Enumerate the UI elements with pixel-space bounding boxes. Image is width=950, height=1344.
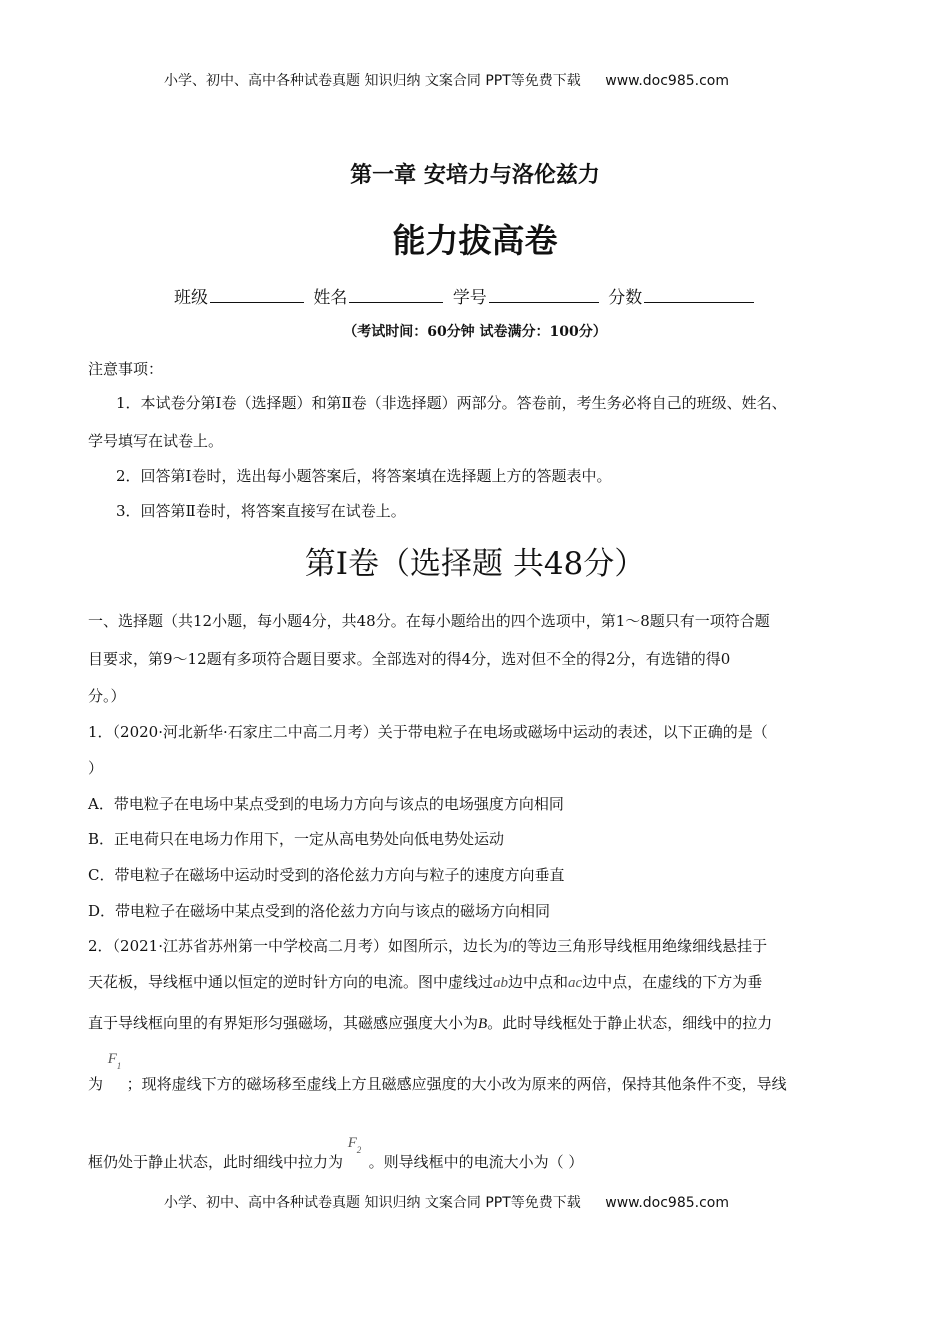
top-banner [164,70,729,90]
note-3: 3．回答第Ⅱ卷时，将答案直接写在试卷上。 [116,502,406,520]
student-info-row [174,283,758,308]
q1-stem-line-1: 1．（2020·河北新华·石家庄二中高二月考）关于带电粒子在电场或磁场中运动的表述，以下正确的是（ [88,723,768,741]
class-blank[interactable] [210,288,304,303]
bottom-banner [164,1192,729,1212]
section-instructions-line-1: 一、选择题（共12小题，每小题4分，共48分。在每小题给出的四个选项中，第1～8题只有一项符合题 [88,612,770,630]
var-ab: ab [493,975,509,991]
banner-site[interactable]: www.doc985.com [605,1195,729,1211]
var-f2: F 2 [347,1135,362,1155]
q2-line-2: 天花板，导线框中通以恒定的逆时针方向的电流。图中虚线过ab边中点和ac边中点，在虚线的下方为垂 [88,973,763,991]
score-label: 分数 [608,288,643,308]
q1-option-b[interactable]: B．正电荷只在电场力作用下，一定从高电势处向低电势处运动 [88,830,505,848]
q1-option-c[interactable]: C．带电粒子在磁场中运动时受到的洛伦兹力方向与粒子的速度方向垂直 [88,866,565,884]
var-f1: F 1 [107,1051,122,1071]
banner-site[interactable]: www.doc985.com [605,73,729,89]
notes-heading: 注意事项： [88,360,164,378]
student-id-label: 学号 [452,288,487,308]
note-1-line-1: 1．本试卷分第Ⅰ卷（选择题）和第Ⅱ卷（非选择题）两部分。答卷前，考生务必将自己的班级、姓名、 [116,394,787,412]
section-instructions-line-3: 分。） [88,687,126,705]
chapter-title: 第一章 安培力与洛伦兹力 [350,163,600,188]
paper-title: 能力拔高卷 [392,221,558,260]
student-id-blank[interactable] [489,288,599,303]
q1-stem-line-2: ） [88,759,104,777]
q1-option-d[interactable]: D．带电粒子在磁场中某点受到的洛伦兹力方向与该点的磁场方向相同 [88,902,551,920]
var-b: B [478,1016,488,1032]
name-label: 姓名 [313,288,348,308]
var-ac: ac [568,975,583,991]
banner-text: 小学、初中、高中各种试卷真题 知识归纳 文案合同 PPT等免费下载 [164,73,581,89]
class-label: 班级 [174,288,208,308]
q1-option-a[interactable]: A．带电粒子在电场中某点受到的电场力方向与该点的电场强度方向相同 [88,795,564,813]
exam-info: （考试时间：60分钟 试卷满分：100分） [343,324,607,340]
q2-line-1: 2．（2021·江苏省苏州第一中学校高二月考）如图所示，边长为l的等边三角形导线框用绝缘细线悬挂于 [88,937,768,955]
note-2: 2．回答第Ⅰ卷时，选出每小题答案后，将答案填在选择题上方的答题表中。 [116,467,612,485]
var-l: l [508,939,513,955]
q2-line-5: 框仍处于静止状态，此时细线中拉力为 F 2 。则导线框中的电流大小为（ ） [88,1135,584,1171]
q2-line-3: 直于导线框向里的有界矩形匀强磁场，其磁感应强度大小为B。此时导线框处于静止状态，细线中的拉力 [88,1014,773,1032]
banner-text: 小学、初中、高中各种试卷真题 知识归纳 文案合同 PPT等免费下载 [164,1195,581,1211]
section-instructions-line-2: 目要求，第9～12题有多项符合题目要求。全部选对的得4分，选对但不全的得2分，有选错的得0 [88,650,731,668]
note-1-line-2: 学号填写在试卷上。 [88,432,224,450]
name-blank[interactable] [349,288,443,303]
section-title: 第Ⅰ卷（选择题 共48分） [304,546,646,582]
score-blank[interactable] [644,288,754,303]
q2-line-4: 为 F 1 ；现将虚线下方的磁场移至虚线上方且磁感应强度的大小改为原来的两倍，保持其他条件不变，导线 [88,1051,787,1093]
